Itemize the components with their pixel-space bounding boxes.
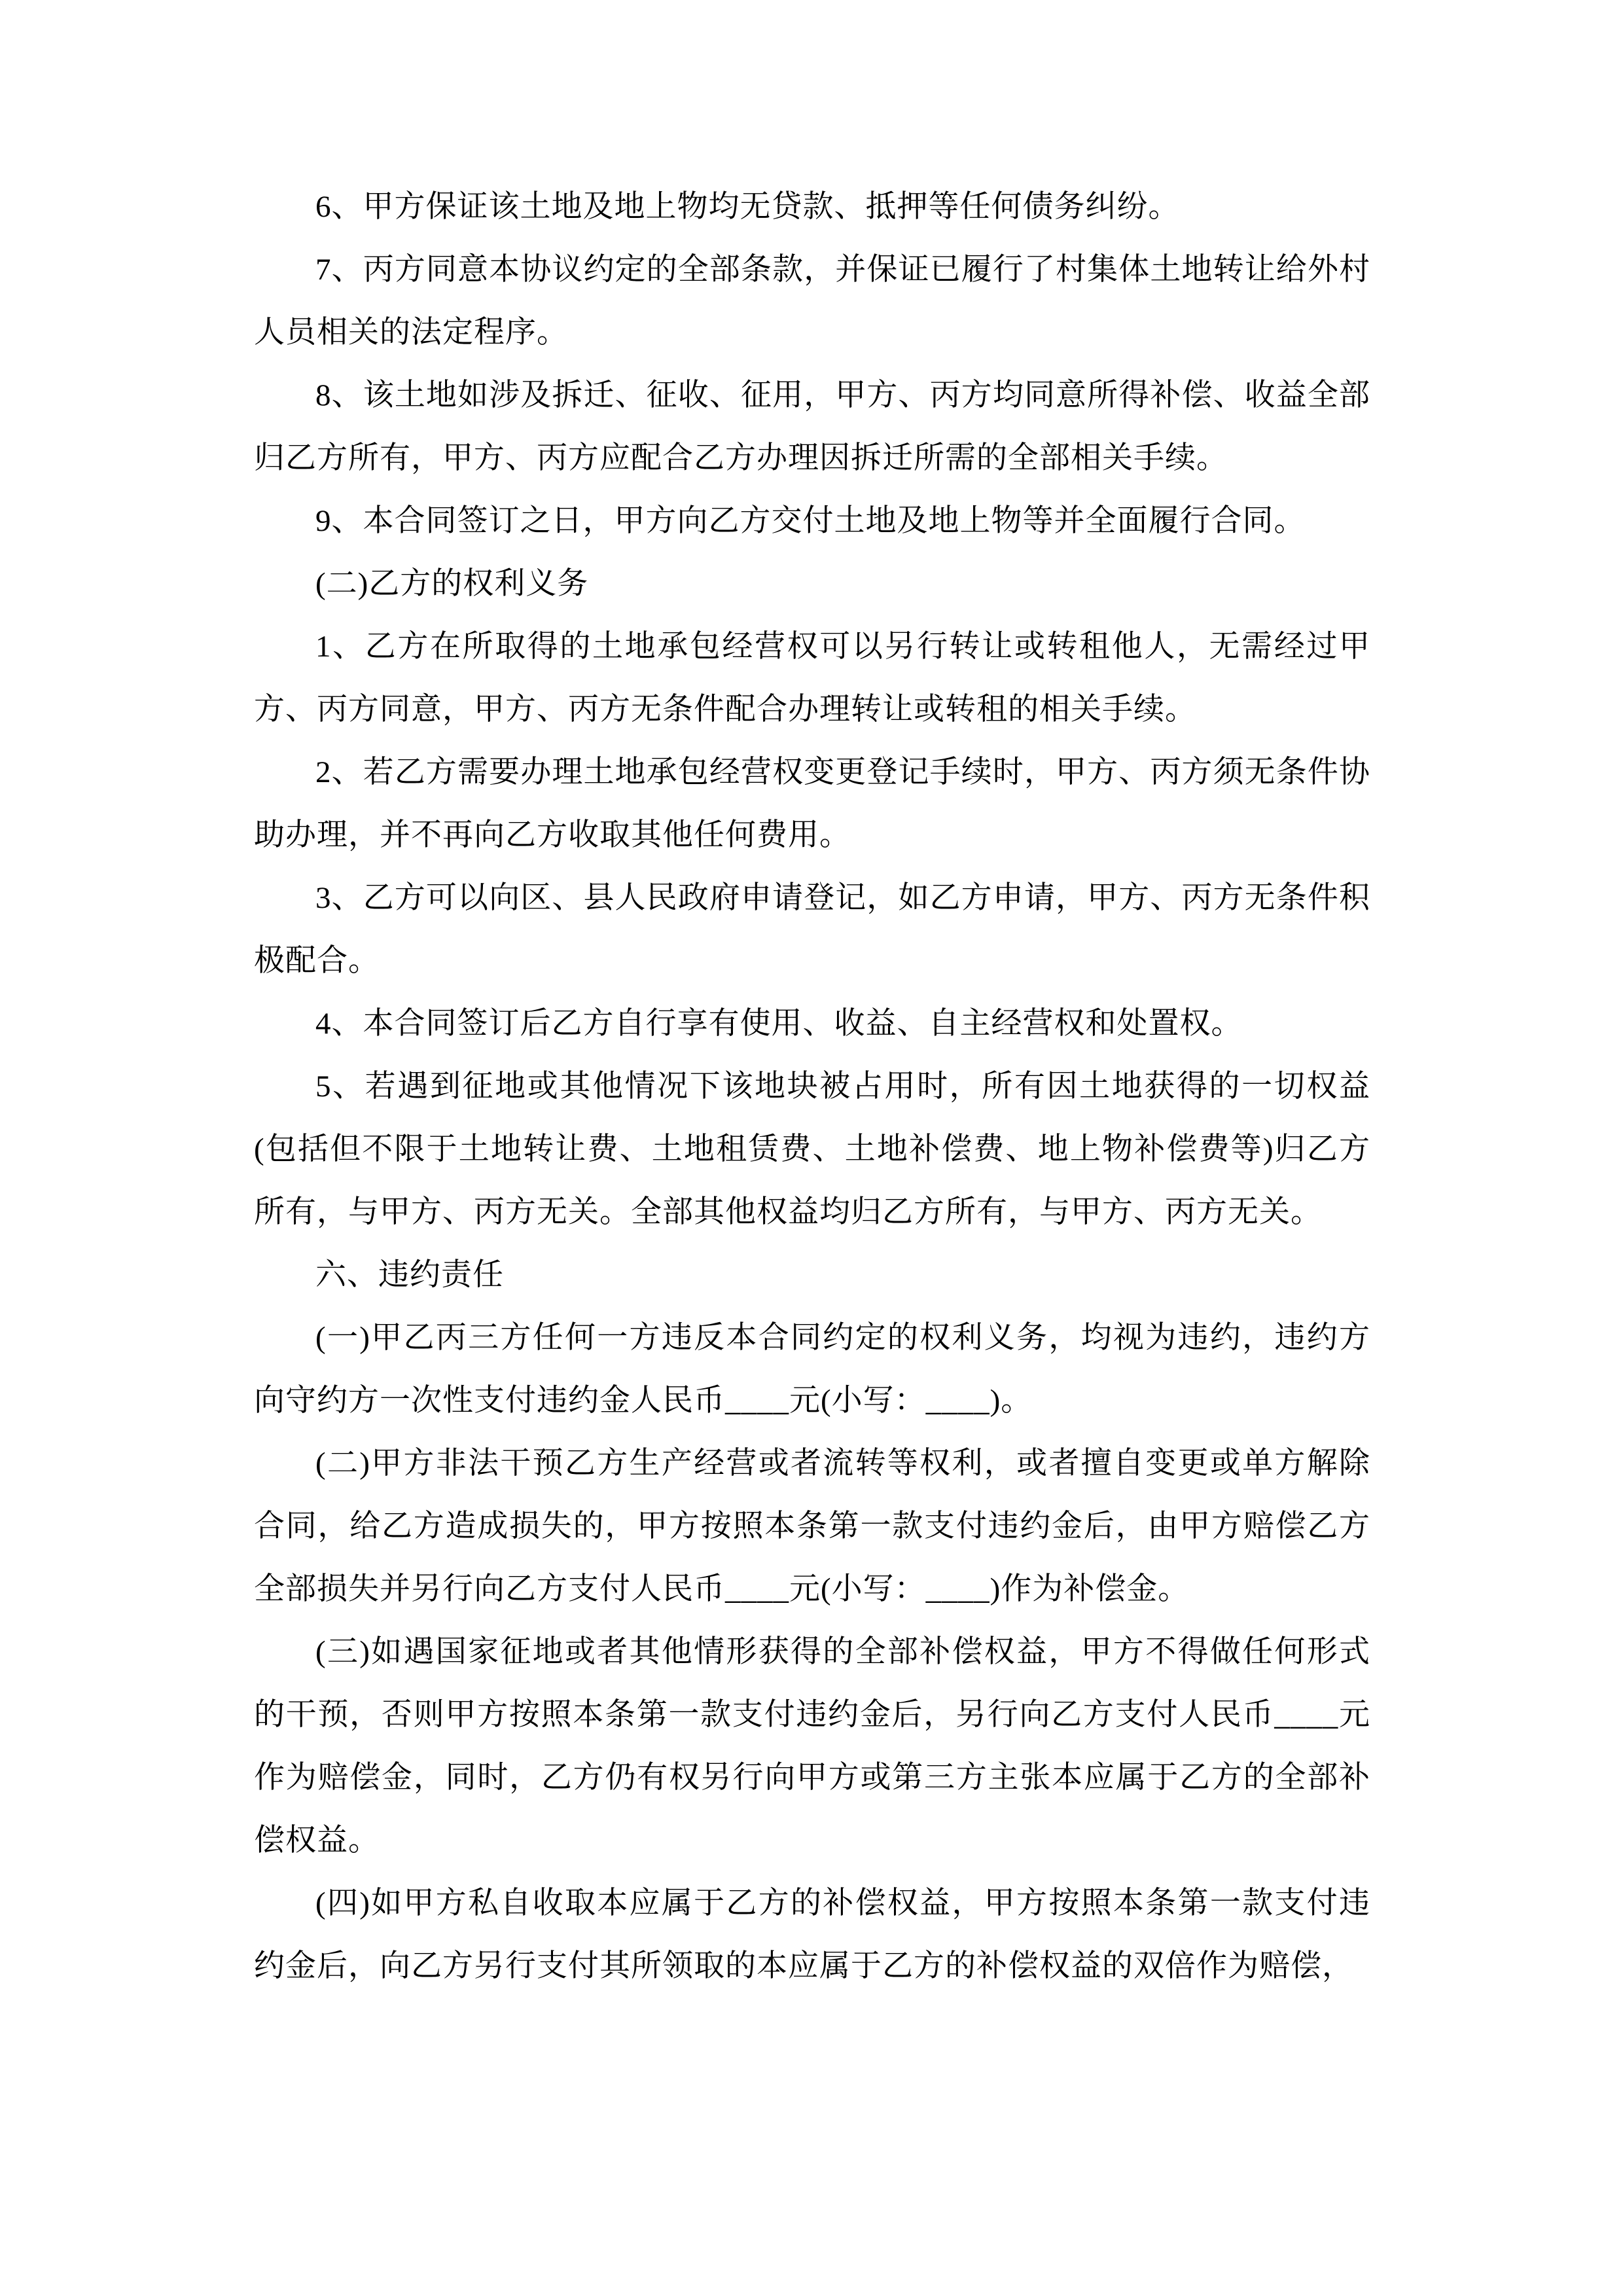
- paragraph-item-3: 3、乙方可以向区、县人民政府申请登记，如乙方申请，甲方、丙方无条件积极配合。: [254, 881, 1370, 978]
- paragraph-item-4: 4、本合同签订后乙方自行享有使用、收益、自主经营权和处置权。: [315, 1007, 1243, 1041]
- document-body: [254, 175, 1370, 1998]
- paragraph-item-2: 2、若乙方需要办理土地承包经营权变更登记手续时，甲方、丙方须无条件协助办理，并不再向乙方收取其他任何费用。: [254, 755, 1370, 852]
- paragraph-clause-3: (三)如遇国家征地或者其他情形获得的全部补偿权益，甲方不得做任何形式的干预，否则甲方按照本条第一款支付违约金后，另行向乙方支付人民币____元作为赔偿金，同时，乙方仍有权另行向甲方或第三方主张本应属于乙方的全部补偿权益。: [254, 1635, 1370, 1857]
- paragraph-item-7: 7、丙方同意本协议约定的全部条款，并保证已履行了村集体土地转让给外村人员相关的法定程序。: [254, 253, 1370, 350]
- paragraph-item-1: 1、乙方在所取得的土地承包经营权可以另行转让或转租他人，无需经过甲方、丙方同意，甲方、丙方无条件配合办理转让或转租的相关手续。: [254, 630, 1370, 726]
- paragraph-item-6: 6、甲方保证该土地及地上物均无贷款、抵押等任何债务纠纷。: [315, 190, 1180, 224]
- paragraph-item-8: 8、该土地如涉及拆迁、征收、征用，甲方、丙方均同意所得补偿、收益全部归乙方所有，甲方、丙方应配合乙方办理因拆迁所需的全部相关手续。: [254, 378, 1370, 475]
- section-heading-breach-liability: 六、违约责任: [315, 1258, 504, 1292]
- paragraph-clause-1: (一)甲乙丙三方任何一方违反本合同约定的权利义务，均视为违约，违约方向守约方一次性支付违约金人民币____元(小写：____)。: [254, 1321, 1370, 1418]
- section-heading-party-b-rights: (二)乙方的权利义务: [315, 567, 589, 601]
- paragraph-item-9: 9、本合同签订之日，甲方向乙方交付土地及地上物等并全面履行合同。: [315, 504, 1306, 538]
- paragraph-clause-4: (四)如甲方私自收取本应属于乙方的补偿权益，甲方按照本条第一款支付违约金后，向乙方另行支付其所领取的本应属于乙方的补偿权益的双倍作为赔偿，: [254, 1886, 1370, 1983]
- paragraph-clause-2: (二)甲方非法干预乙方生产经营或者流转等权利，或者擅自变更或单方解除合同，给乙方造成损失的，甲方按照本条第一款支付违约金后，由甲方赔偿乙方全部损失并另行向乙方支付人民币____元(小写：____)作为补偿金。: [254, 1446, 1370, 1606]
- paragraph-item-5: 5、若遇到征地或其他情况下该地块被占用时，所有因土地获得的一切权益(包括但不限于土地转让费、土地租赁费、土地补偿费、地上物补偿费等)归乙方所有，与甲方、丙方无关。全部其他权益均归乙方所有，与甲方、丙方无关。: [254, 1069, 1370, 1229]
